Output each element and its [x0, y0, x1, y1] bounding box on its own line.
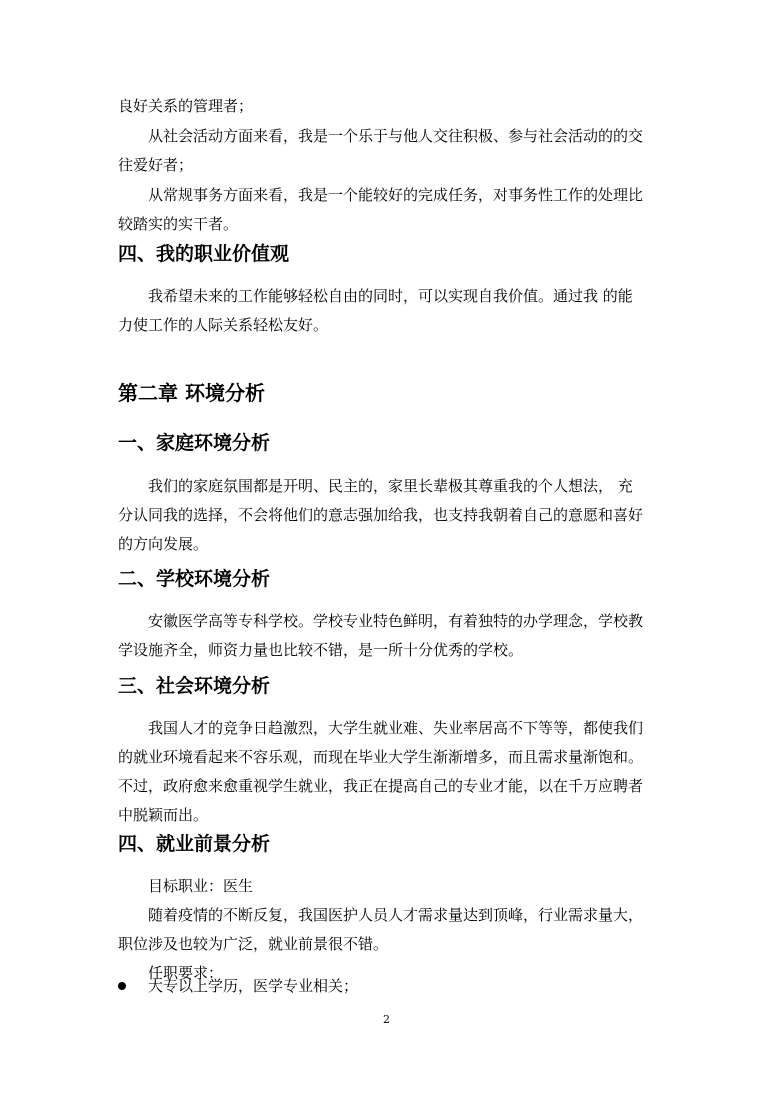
section-heading: 四、我的职业价值观 — [118, 243, 290, 265]
page-number: 2 — [383, 1013, 390, 1026]
paragraph-line: 分认同我的选择，不会将他们的意志强加给我，也支持我朝着自己的意愿和喜好 — [118, 506, 644, 524]
target-job-line: 目标职业：医生 — [148, 877, 254, 895]
bullet-dot-icon — [118, 982, 126, 990]
paragraph-line: 力使工作的人际关系轻松友好。 — [118, 316, 329, 334]
paragraph-line: 随着疫情的不断反复，我国医护人员人才需求量达到顶峰，行业需求量大， — [148, 906, 644, 924]
paragraph-line: 中脱颖而出。 — [118, 806, 209, 824]
paragraph-line: 从社会活动方面来看，我是一个乐于与他人交往积极、参与社会活动的的交 — [148, 127, 644, 145]
paragraph-line: 的方向发展。 — [118, 535, 209, 553]
paragraph-line: 较踏实的实干者。 — [118, 215, 239, 233]
section-heading: 四、就业前景分析 — [118, 833, 271, 855]
paragraph-line: 学设施齐全，师资力量也比较不错，是一所十分优秀的学校。 — [118, 641, 524, 659]
paragraph-line: 我希望未来的工作能够轻松自由的同时，可以实现自我价值。通过我 的能 — [148, 287, 633, 305]
requirements-label: 任职要求： — [148, 964, 224, 982]
section-heading: 二、学校环境分析 — [118, 568, 271, 590]
chapter-title: 第二章 环境分析 — [118, 381, 265, 405]
paragraph-line: 我们的家庭氛围都是开明、民主的，家里长辈极其尊重我的个人想法， 充 — [148, 477, 633, 495]
paragraph-line: 我国人才的竞争日趋激烈，大学生就业难、失业率居高不下等等，都使我们 — [148, 719, 644, 737]
section-heading: 三、社会环境分析 — [118, 675, 271, 697]
paragraph-line: 不过，政府愈来愈重视学生就业，我正在提高自己的专业才能，以在千万应聘者 — [118, 777, 644, 795]
paragraph-line: 的就业环境看起来不容乐观，而现在毕业大学生渐渐增多，而且需求量渐饱和。 — [118, 748, 644, 766]
paragraph-line: 从常规事务方面来看，我是一个能较好的完成任务，对事务性工作的处理比 — [148, 186, 644, 204]
section-heading: 一、家庭环境分析 — [118, 432, 271, 454]
paragraph-line: 职位涉及也较为广泛，就业前景很不错。 — [118, 935, 389, 953]
paragraph-line: 安徽医学高等专科学校。学校专业特色鲜明，有着独特的办学理念，学校教 — [148, 612, 644, 630]
paragraph-line: 往爱好者； — [118, 156, 194, 174]
paragraph-line: 良好关系的管理者； — [118, 97, 254, 115]
list-item: 大专以上学历，医学专业相关； — [148, 977, 359, 995]
